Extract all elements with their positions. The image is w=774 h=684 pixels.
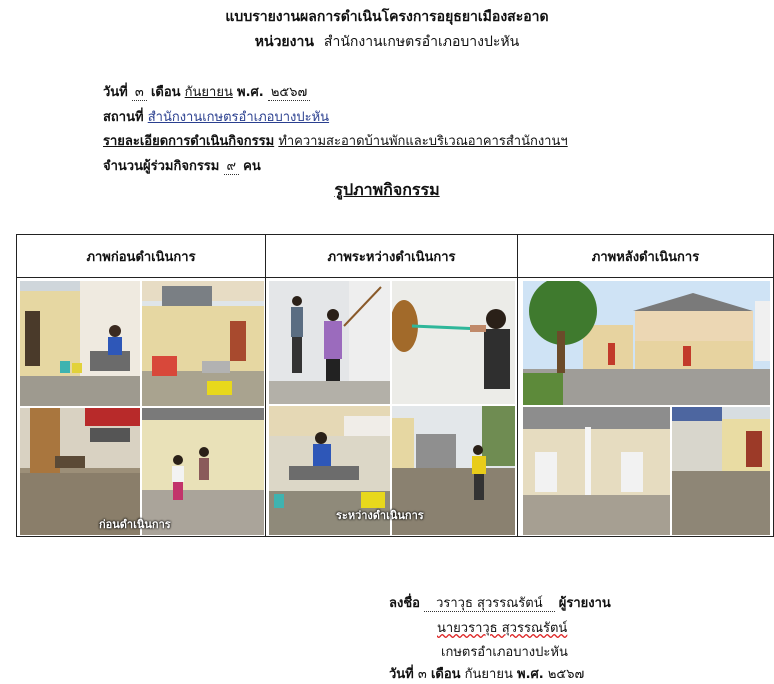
during-photo-1 — [268, 280, 391, 405]
photo-table-body-row — [17, 278, 774, 537]
sig-month: กันยายน — [464, 667, 513, 682]
year-label: พ.ศ. — [237, 85, 264, 100]
signature-line — [389, 592, 611, 613]
during-photo-2 — [391, 280, 516, 405]
header-before: ภาพก่อนดำเนินการ — [17, 235, 266, 278]
agency-line — [0, 31, 774, 53]
agency-value: สำนักงานเกษตรอำเภอบางปะหัน — [323, 34, 520, 50]
sig-year-label: พ.ศ. — [517, 667, 544, 682]
after-cell — [518, 278, 774, 537]
photos-heading: รูปภาพกิจกรรม — [334, 180, 440, 199]
photo-table-header-row — [17, 235, 774, 278]
during-cell — [266, 278, 518, 537]
before-cell — [17, 278, 266, 537]
participants-line — [103, 155, 261, 176]
date-label: วันที่ — [103, 85, 128, 100]
sig-day: ๓ — [417, 667, 427, 682]
agency-label: หน่วยงาน — [254, 34, 314, 50]
detail-line — [103, 130, 568, 151]
before-photo-1 — [19, 280, 141, 407]
position: เกษตรอำเภอบางปะหัน — [441, 645, 568, 660]
header-after: ภาพหลังดำเนินการ — [518, 235, 774, 278]
participants-label: จำนวนผู้ร่วมกิจกรรม — [103, 159, 220, 174]
before-photo-2 — [141, 280, 265, 407]
sign-label: ลงชื่อ — [389, 596, 420, 611]
date-line — [103, 81, 310, 102]
sig-month-label: เดือน — [430, 667, 461, 682]
place-label: สถานที่ — [103, 110, 144, 125]
participants-count: ๙ — [224, 159, 240, 175]
signature-date — [389, 663, 584, 684]
date-month: กันยายน — [184, 85, 233, 100]
sig-date-label: วันที่ — [389, 667, 414, 682]
photo-table — [16, 234, 774, 537]
month-label: เดือน — [150, 85, 181, 100]
signed-name: วราวุธ สุวรรณรัตน์ — [424, 596, 555, 612]
after-photo-1 — [522, 280, 771, 406]
date-day: ๓ — [132, 85, 147, 101]
report-title: แบบรายงานผลการดำเนินโครงการอยุธยาเมืองสะอาด — [225, 9, 549, 25]
reporter-role: ผู้รายงาน — [558, 596, 611, 611]
detail-label: รายละเอียดการดำเนินกิจกรรม — [103, 134, 275, 149]
before-caption: ก่อนดำเนินการ — [99, 518, 171, 531]
place-line — [103, 106, 329, 127]
header-during: ภาพระหว่างดำเนินการ — [266, 235, 518, 278]
full-name-text: นายวราวุธ สุวรรณรัตน์ — [437, 621, 568, 636]
sig-year: ๒๕๖๗ — [547, 667, 585, 682]
detail-value: ทำความสะอาดบ้านพักและบริเวณอาคารสำนักงานฯ — [278, 134, 568, 149]
after-photo-3 — [671, 406, 771, 536]
during-caption: ระหว่างดำเนินการ — [336, 509, 424, 522]
date-year: ๒๕๖๗ — [268, 85, 310, 101]
place-value: สำนักงานเกษตรอำเภอบางปะหัน — [147, 110, 330, 125]
full-name — [437, 617, 567, 638]
participants-unit: คน — [243, 159, 261, 174]
after-photo-2 — [522, 406, 671, 536]
